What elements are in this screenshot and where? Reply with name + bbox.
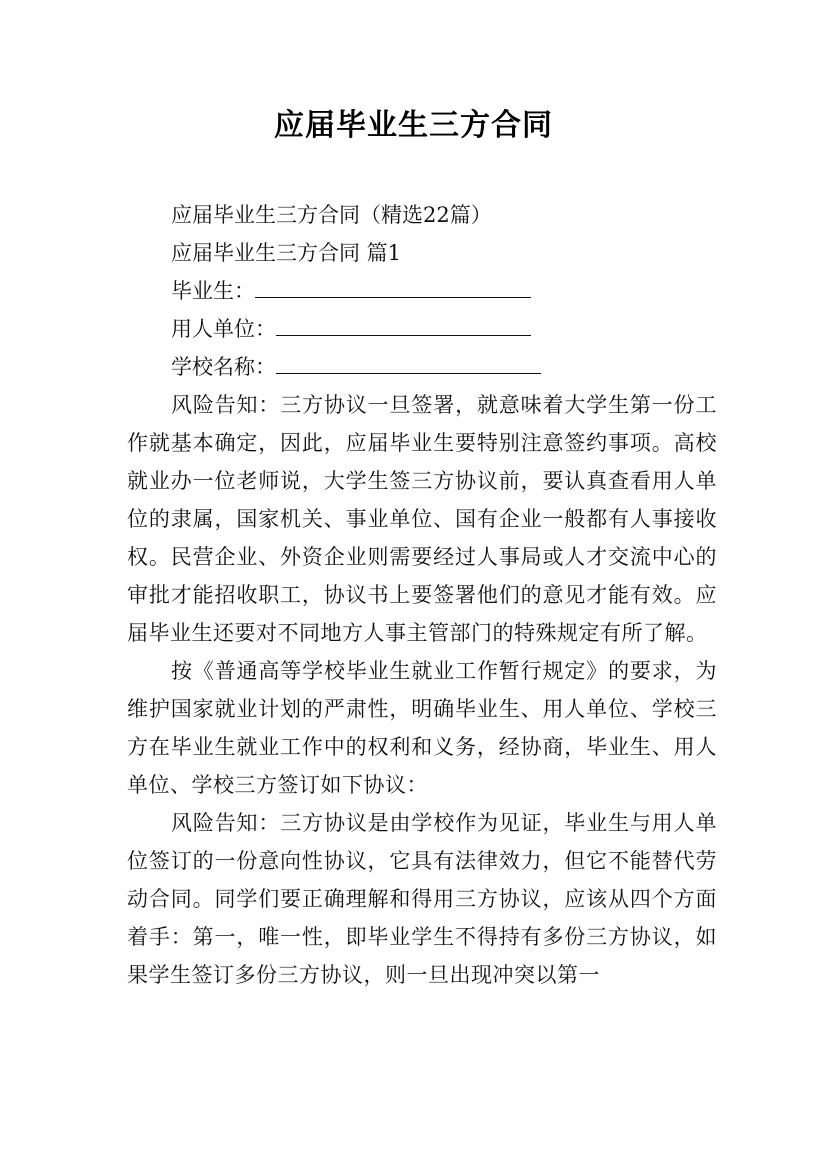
field-blank-school	[276, 349, 541, 374]
field-graduate	[127, 272, 717, 310]
field-label-employer: 用人单位：	[171, 317, 276, 341]
field-blank-graduate	[255, 273, 531, 298]
document-body	[127, 196, 717, 994]
paragraph-regulation: 按《普通高等学校毕业生就业工作暂行规定》的要求，为维护国家就业计划的严肃性，明确毕业生、用人单位、学校三方在毕业生就业工作中的权利和义务，经协商，毕业生、用人单位、学校三方签订如下协议：	[127, 659, 717, 797]
field-school	[127, 348, 717, 386]
section-heading: 应届毕业生三方合同 篇1	[171, 241, 402, 265]
document-title: 应届毕业生三方合同	[274, 108, 553, 143]
field-label-graduate: 毕业生：	[171, 279, 255, 303]
field-employer	[127, 310, 717, 348]
document-subtitle: 应届毕业生三方合同（精选22篇）	[171, 203, 492, 227]
field-blank-employer	[276, 311, 531, 336]
field-label-school: 学校名称：	[171, 355, 276, 379]
paragraph-risk-notice-1: 风险告知：三方协议一旦签署，就意味着大学生第一份工作就基本确定，因此，应届毕业生要特别注意签约事项。高校就业办一位老师说，大学生签三方协议前，要认真查看用人单位的隶属，国家机关、事业单位、国有企业一般都有人事接收权。民营企业、外资企业则需要经过人事局或人才交流中心的审批才能招收职工，协议书上要签署他们的意见才能有效。应届毕业生还要对不同地方人事主管部门的特殊规定有所了解。	[127, 393, 717, 645]
paragraph-risk-notice-2: 风险告知：三方协议是由学校作为见证，毕业生与用人单位签订的一份意向性协议，它具有法律效力，但它不能替代劳动合同。同学们要正确理解和得用三方协议，应该从四个方面着手：第一，唯一性，即毕业学生不得持有多份三方协议，如果学生签订多份三方协议，则一旦出现冲突以第一	[127, 811, 717, 987]
